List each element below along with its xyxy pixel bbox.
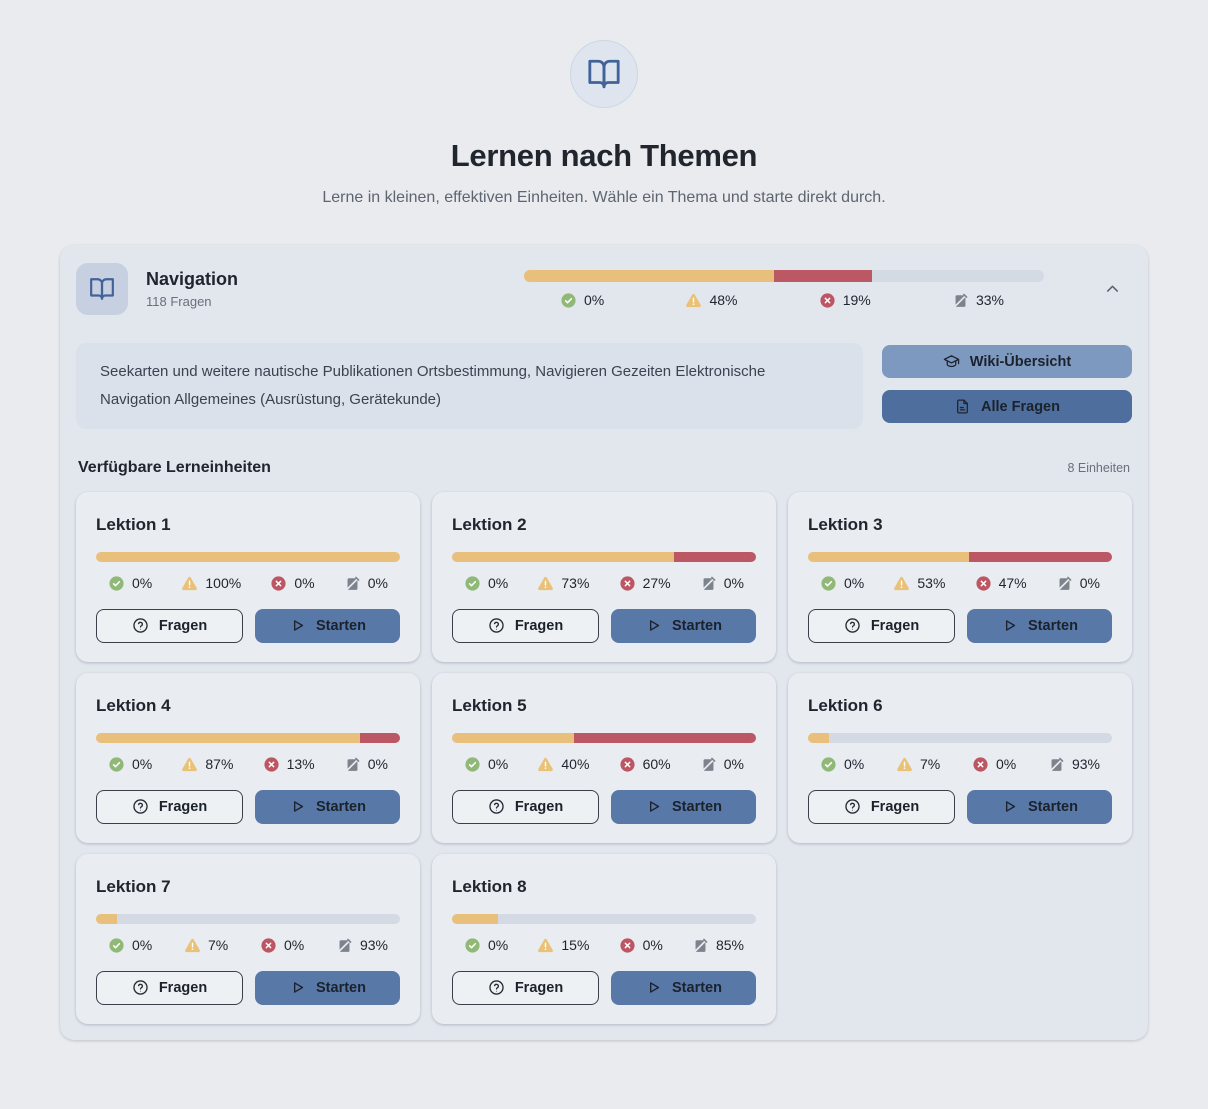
lesson-card: [432, 492, 776, 662]
lesson-stats-row: [808, 756, 1112, 773]
stat-correct: 0%: [820, 575, 864, 592]
stat-correct: 0%: [108, 575, 152, 592]
progress-segment-partially: [808, 733, 829, 743]
play-icon: [289, 617, 306, 634]
note-slash-icon: [1056, 575, 1073, 592]
warning-triangle-icon: [537, 575, 554, 592]
check-circle-icon: [560, 292, 577, 309]
lesson-title: Lektion 2: [452, 514, 527, 534]
help-circle-icon: [488, 979, 505, 996]
lesson-card: [432, 854, 776, 1024]
lesson-progress-bar: [96, 914, 400, 924]
check-circle-icon: [820, 756, 837, 773]
questions-button[interactable]: [452, 609, 599, 643]
help-circle-icon: [488, 617, 505, 634]
chevron-up-icon: [1103, 280, 1122, 299]
progress-segment-wrong: [674, 552, 756, 562]
stat-correct: 0%: [464, 575, 508, 592]
note-slash-icon: [336, 937, 353, 954]
check-circle-icon: [108, 575, 125, 592]
topic-title: Navigation: [146, 269, 239, 289]
stat-wrong: 0%: [260, 937, 304, 954]
stat-partially: 100%: [181, 575, 241, 592]
lesson-actions: [96, 790, 400, 824]
help-circle-icon: [844, 617, 861, 634]
units-count: 8 Einheiten: [1067, 460, 1130, 475]
units-grid: [76, 492, 1132, 1024]
warning-triangle-icon: [181, 756, 198, 773]
stat-unanswered: 93%: [336, 937, 388, 954]
lesson-title: Lektion 5: [452, 695, 527, 715]
topic-icon-tile: [76, 263, 128, 315]
topic-identity: [76, 263, 524, 315]
topic-progress-bar: [524, 270, 1044, 282]
progress-segment-partially: [96, 733, 360, 743]
lesson-actions: [96, 971, 400, 1005]
book-open-icon: [587, 57, 621, 91]
all-questions-label: Alle Fragen: [981, 398, 1060, 415]
units-header: [78, 459, 1130, 477]
lesson-card: [788, 673, 1132, 843]
x-circle-icon: [270, 575, 287, 592]
stat-correct: 0%: [820, 756, 864, 773]
stat-wrong: 0%: [972, 756, 1016, 773]
progress-segment-wrong: [969, 552, 1112, 562]
start-label: Starten: [316, 798, 366, 815]
start-button[interactable]: [255, 971, 400, 1005]
help-circle-icon: [488, 798, 505, 815]
help-circle-icon: [132, 617, 149, 634]
check-circle-icon: [464, 937, 481, 954]
note-slash-icon: [692, 937, 709, 954]
graduation-cap-icon: [943, 353, 960, 370]
progress-segment-wrong: [574, 733, 756, 743]
help-circle-icon: [844, 798, 861, 815]
x-circle-icon: [263, 756, 280, 773]
stat-wrong: 13%: [263, 756, 315, 773]
start-label: Starten: [316, 979, 366, 996]
x-circle-icon: [975, 575, 992, 592]
lesson-actions: [452, 790, 756, 824]
lesson-title: Lektion 1: [96, 514, 171, 534]
stat-wrong: 0%: [619, 937, 663, 954]
lesson-actions: [452, 609, 756, 643]
play-icon: [645, 979, 662, 996]
play-icon: [289, 798, 306, 815]
questions-label: Fragen: [870, 798, 920, 815]
start-label: Starten: [1028, 798, 1078, 815]
topic-description: Seekarten und weitere nautische Publikationen Ortsbestimmung, Navigieren Gezeiten Elektronische Navigation Allgemeines (Ausrüstung, Gerätekunde): [76, 343, 863, 429]
start-button[interactable]: [255, 790, 400, 824]
start-button[interactable]: [611, 971, 756, 1005]
topic-stats-row: [524, 292, 1044, 309]
start-label: Starten: [672, 617, 722, 634]
stat-partially: 15%: [537, 937, 589, 954]
play-icon: [645, 798, 662, 815]
stat-correct: 0%: [108, 756, 152, 773]
help-circle-icon: [132, 798, 149, 815]
start-button[interactable]: [967, 609, 1112, 643]
questions-button[interactable]: [452, 971, 599, 1005]
play-icon: [1001, 798, 1018, 815]
progress-segment-partially: [452, 552, 674, 562]
stat-wrong: 0%: [270, 575, 314, 592]
start-label: Starten: [316, 617, 366, 634]
note-slash-icon: [1048, 756, 1065, 773]
stat-correct: 0%: [464, 937, 508, 954]
stat-unanswered: 0%: [1056, 575, 1100, 592]
lesson-stats-row: [808, 575, 1112, 592]
questions-button[interactable]: [96, 790, 243, 824]
stat-partially: 48%: [685, 292, 737, 309]
lesson-card: [788, 492, 1132, 662]
book-open-icon: [89, 276, 115, 302]
x-circle-icon: [972, 756, 989, 773]
check-circle-icon: [108, 756, 125, 773]
note-slash-icon: [700, 575, 717, 592]
lesson-progress-bar: [96, 552, 400, 562]
stat-partially: 87%: [181, 756, 233, 773]
page-subtitle: Lerne in kleinen, effektiven Einheiten. Wähle ein Thema und starte direkt durch.: [322, 189, 886, 206]
wiki-overview-button[interactable]: [882, 345, 1132, 378]
lesson-card: [76, 854, 420, 1024]
questions-button[interactable]: [808, 790, 955, 824]
lesson-card: [432, 673, 776, 843]
questions-label: Fragen: [158, 798, 208, 815]
lesson-actions: [808, 609, 1112, 643]
lesson-actions: [452, 971, 756, 1005]
questions-label: Fragen: [870, 617, 920, 634]
x-circle-icon: [619, 937, 636, 954]
progress-segment-partially: [452, 733, 574, 743]
questions-label: Fragen: [158, 979, 208, 996]
lesson-stats-row: [96, 756, 400, 773]
play-icon: [1001, 617, 1018, 634]
stat-unanswered: 85%: [692, 937, 744, 954]
lesson-progress-bar: [452, 552, 756, 562]
warning-triangle-icon: [184, 937, 201, 954]
file-text-icon: [954, 398, 971, 415]
page-title: Lernen nach Themen: [450, 138, 758, 173]
topic-question-count: 118 Fragen: [146, 294, 212, 309]
lesson-title: Lektion 3: [808, 514, 883, 534]
stat-partially: 40%: [537, 756, 589, 773]
topic-progress: [524, 270, 1044, 309]
lesson-title: Lektion 8: [452, 876, 527, 896]
questions-label: Fragen: [514, 798, 564, 815]
lesson-stats-row: [96, 575, 400, 592]
progress-segment-partially: [96, 914, 117, 924]
warning-triangle-icon: [893, 575, 910, 592]
questions-button[interactable]: [808, 609, 955, 643]
progress-segment-partially: [452, 914, 498, 924]
lesson-progress-bar: [808, 552, 1112, 562]
stat-unanswered: 0%: [700, 756, 744, 773]
lesson-progress-bar: [452, 914, 756, 924]
questions-label: Fragen: [514, 979, 564, 996]
topic-card-navigation: [60, 245, 1148, 1040]
lesson-stats-row: [96, 937, 400, 954]
stat-wrong: 19%: [819, 292, 871, 309]
start-button[interactable]: [611, 790, 756, 824]
lesson-title: Lektion 7: [96, 876, 171, 896]
note-slash-icon: [344, 756, 361, 773]
lesson-stats-row: [452, 575, 756, 592]
start-label: Starten: [1028, 617, 1078, 634]
lesson-title: Lektion 4: [96, 695, 171, 715]
lesson-card: [76, 673, 420, 843]
stat-wrong: 60%: [619, 756, 671, 773]
warning-triangle-icon: [537, 937, 554, 954]
questions-button[interactable]: [452, 790, 599, 824]
questions-button[interactable]: [96, 971, 243, 1005]
start-button[interactable]: [611, 609, 756, 643]
wiki-overview-label: Wiki-Übersicht: [969, 353, 1072, 370]
play-icon: [289, 979, 306, 996]
stat-unanswered: 93%: [1048, 756, 1100, 773]
note-slash-icon: [700, 756, 717, 773]
lesson-progress-bar: [452, 733, 756, 743]
warning-triangle-icon: [896, 756, 913, 773]
hero-badge: [570, 40, 638, 108]
questions-button[interactable]: [96, 609, 243, 643]
questions-label: Fragen: [158, 617, 208, 634]
warning-triangle-icon: [685, 292, 702, 309]
stat-partially: 7%: [184, 937, 228, 954]
stat-unanswered: 0%: [344, 575, 388, 592]
topic-body: [76, 343, 1132, 429]
lesson-progress-bar: [96, 733, 400, 743]
lesson-stats-row: [452, 756, 756, 773]
stat-correct: 0%: [108, 937, 152, 954]
progress-segment-wrong: [360, 733, 400, 743]
collapse-button[interactable]: [1093, 274, 1132, 305]
lesson-card: [76, 492, 420, 662]
stat-wrong: 27%: [619, 575, 671, 592]
lesson-progress-bar: [808, 733, 1112, 743]
page-header: [0, 0, 1208, 207]
stat-partially: 7%: [896, 756, 940, 773]
stat-correct: 0%: [464, 756, 508, 773]
stat-unanswered: 0%: [344, 756, 388, 773]
progress-segment-partially: [524, 270, 774, 282]
topic-header: [76, 263, 1132, 315]
warning-triangle-icon: [537, 756, 554, 773]
progress-segment-partially: [808, 552, 969, 562]
stat-unanswered: 33%: [952, 292, 1004, 309]
start-label: Starten: [672, 798, 722, 815]
x-circle-icon: [619, 756, 636, 773]
stat-wrong: 47%: [975, 575, 1027, 592]
note-slash-icon: [952, 292, 969, 309]
topic-actions: [882, 343, 1132, 429]
lesson-actions: [96, 609, 400, 643]
units-heading: Verfügbare Lerneinheiten: [78, 458, 271, 476]
check-circle-icon: [820, 575, 837, 592]
help-circle-icon: [132, 979, 149, 996]
lesson-stats-row: [452, 937, 756, 954]
progress-segment-partially: [96, 552, 400, 562]
check-circle-icon: [464, 575, 481, 592]
check-circle-icon: [108, 937, 125, 954]
lesson-title: Lektion 6: [808, 695, 883, 715]
stat-partially: 73%: [537, 575, 589, 592]
lesson-actions: [808, 790, 1112, 824]
x-circle-icon: [619, 575, 636, 592]
play-icon: [645, 617, 662, 634]
start-label: Starten: [672, 979, 722, 996]
questions-label: Fragen: [514, 617, 564, 634]
stat-correct: 0%: [560, 292, 604, 309]
stat-partially: 53%: [893, 575, 945, 592]
x-circle-icon: [819, 292, 836, 309]
warning-triangle-icon: [181, 575, 198, 592]
all-questions-button[interactable]: [882, 390, 1132, 423]
x-circle-icon: [260, 937, 277, 954]
start-button[interactable]: [967, 790, 1112, 824]
start-button[interactable]: [255, 609, 400, 643]
progress-segment-wrong: [774, 270, 873, 282]
check-circle-icon: [464, 756, 481, 773]
note-slash-icon: [344, 575, 361, 592]
stat-unanswered: 0%: [700, 575, 744, 592]
